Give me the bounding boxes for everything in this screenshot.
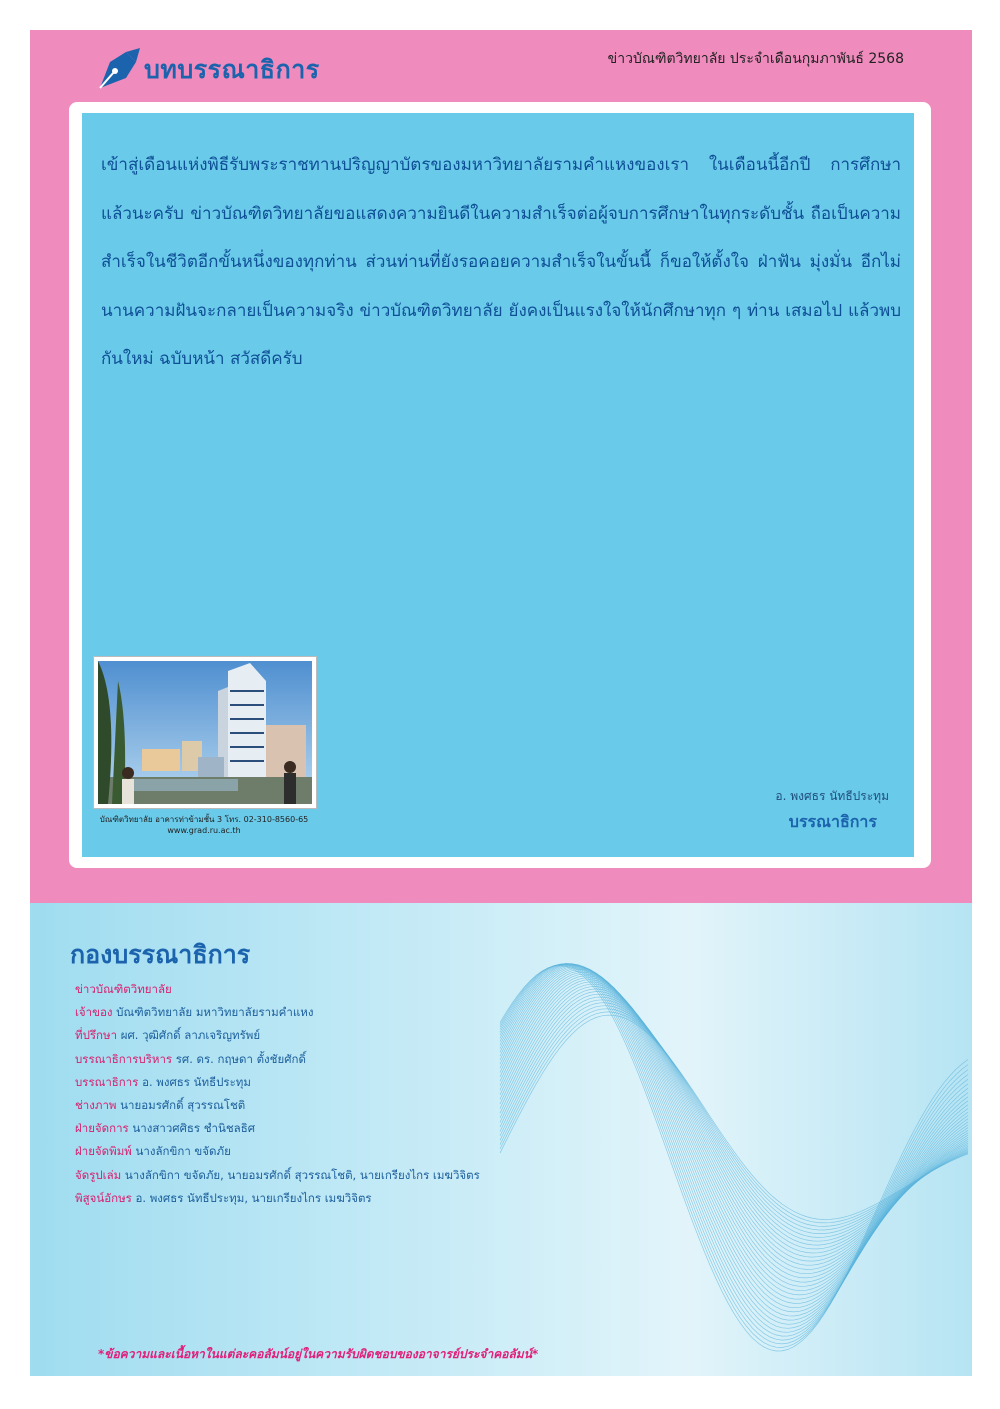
board-member-names: อ. พงศธร นัทธีประทุม (142, 1074, 251, 1089)
column-disclaimer: *ข้อความและเนื้อหาในแต่ละคอลัมน์อยู่ในความรับผิดชอบของอาจารย์ประจำคอลัมน์* (98, 1347, 539, 1361)
section-title: บทบรรณาธิการ (144, 55, 320, 84)
caption-website: www.grad.ru.ac.th (167, 826, 241, 835)
caption-address: บัณฑิตวิทยาลัย อาคารท่าข้ามชั้น 3 โทร. 02-310-8560-65 (99, 815, 309, 824)
board-member-row (75, 1187, 615, 1210)
board-member-names: นางสาวศศิธร ชำนิชลธิศ (132, 1121, 256, 1136)
board-member-row (75, 1071, 615, 1094)
editor-signature-role: บรรณาธิการ (788, 812, 877, 831)
board-member-names: ผศ. วุฒิศักดิ์ ลาภเจริญทรัพย์ (120, 1028, 261, 1043)
board-member-row (75, 1048, 615, 1071)
board-member-names: นางลักขิกา ขจัดภัย (135, 1144, 231, 1159)
board-role-label: พิสูจน์อักษร (75, 1190, 132, 1205)
board-member-names: รศ. ดร. กฤษดา ตั้งชัยศักดิ์ (175, 1051, 306, 1066)
board-role-label: ฝ่ายจัดการ (75, 1121, 129, 1136)
board-role-label: ช่างภาพ (75, 1098, 117, 1113)
board-role-label: ข่าวบัณฑิตวิทยาลัย (75, 982, 172, 996)
building-photo-frame (93, 656, 317, 809)
editorial-paragraph: เข้าสู่เดือนแห่งพิธีรับพระราชทานปริญญาบัตรของมหาวิทยาลัยรามคำแหงของเรา ในเดือนนี้อีกปี การศึกษาแล้วนะครับ ข่าวบัณฑิตวิทยาลัยขอแสดงความยินดีในความสำเร็จต่อผู้จบการศึกษาในทุกระดับชั้น ถือเป็นความสำเร็จในชีวิตอีกขั้นหนึ่งของทุกท่าน ส่วนท่านที่ยังรอคอยความสำเร็จในขั้นนี้ ก็ขอให้ตั้งใจ ฝ่าฟัน มุ่งมั่น อีกไม่นานความฝันจะกลายเป็นความจริง ข่าวบัณฑิตวิทยาลัย ยังคงเป็นแรงใจให้นักศึกษาทุก ๆ ท่าน เสมอไป แล้วพบกันใหม่ ฉบับหน้า สวัสดีครับ (101, 155, 901, 369)
newsletter-page (30, 30, 972, 1376)
board-member-list (75, 978, 615, 1210)
board-role-label: เจ้าของ (75, 1005, 113, 1020)
board-title: กองบรรณาธิการ (70, 940, 251, 969)
board-member-row (75, 978, 615, 1001)
editorial-panel (69, 102, 931, 868)
board-member-row (75, 1164, 615, 1187)
board-member-row (75, 1001, 615, 1024)
board-member-names: บัณฑิตวิทยาลัย มหาวิทยาลัยรามคำแหง (116, 1005, 314, 1020)
board-member-row (75, 1024, 615, 1047)
board-member-row (75, 1094, 615, 1117)
board-role-label: บรรณาธิการบริหาร (75, 1051, 173, 1066)
editorial-content (82, 113, 914, 857)
board-role-label: จัดรูปเล่ม (75, 1167, 122, 1182)
issue-label: ข่าวบัณฑิตวิทยาลัย ประจำเดือนกุมภาพันธ์ 2568 (607, 51, 904, 67)
pen-nib-icon (96, 48, 142, 92)
board-role-label: บรรณาธิการ (75, 1074, 139, 1089)
board-member-names: นายอมรศักดิ์ สุวรรณโชติ (120, 1098, 246, 1113)
board-role-label: ฝ่ายจัดพิมพ์ (75, 1144, 132, 1159)
board-member-row (75, 1140, 615, 1163)
board-member-names: นางลักขิกา ขจัดภัย, นายอมรศักดิ์ สุวรรณโชติ, นายเกรียงไกร เมฆวิจิตร (124, 1167, 480, 1182)
board-member-names: อ. พงศธร นัทธีประทุม, นายเกรียงไกร เมฆวิจิตร (135, 1190, 372, 1205)
editorial-board-section (30, 903, 972, 1376)
building-photo (98, 661, 312, 804)
editor-signature-name: อ. พงศธร นัทธีประทุม (775, 789, 889, 803)
board-role-label: ที่ปรึกษา (75, 1028, 118, 1043)
board-member-row (75, 1117, 615, 1140)
section-title-block (96, 48, 320, 92)
editorial-section (30, 30, 972, 903)
photo-caption (82, 814, 326, 836)
